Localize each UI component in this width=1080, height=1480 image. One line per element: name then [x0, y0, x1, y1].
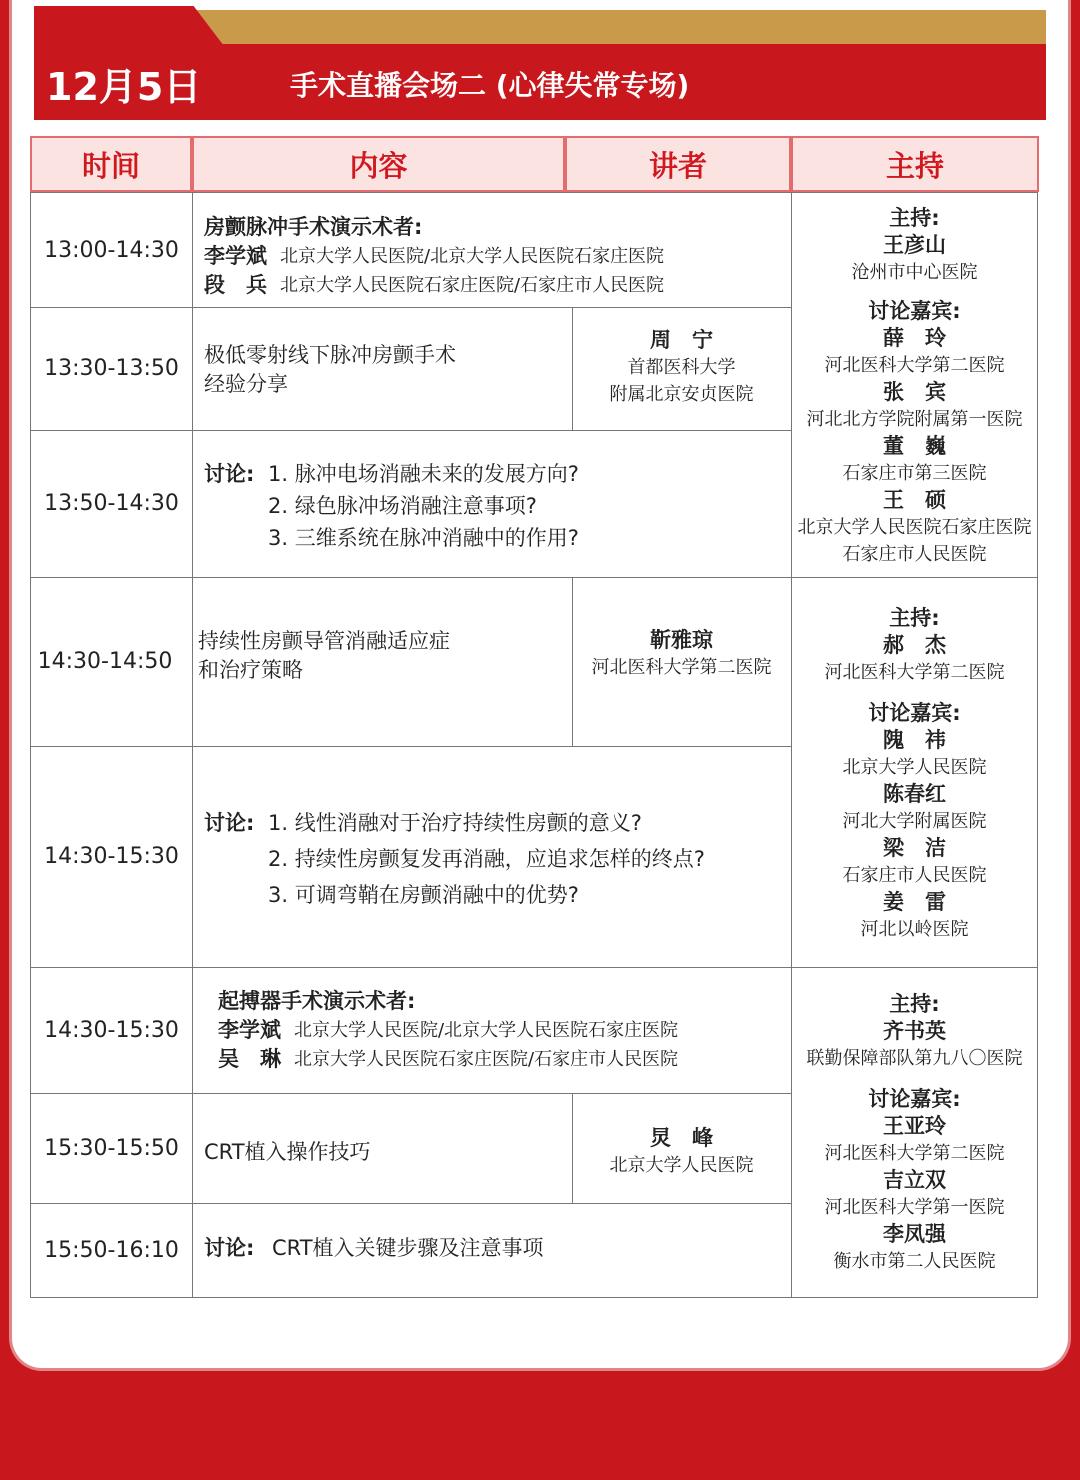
- content-line: 和治疗策略: [198, 658, 303, 682]
- discussion-point: 3. 三维系统在脉冲消融中的作用?: [268, 526, 579, 550]
- surgeon-name: 李学斌: [218, 1018, 281, 1042]
- discussion-point: 2. 持续性房颤复发再消融，应追求怎样的终点?: [268, 847, 705, 871]
- guest-org: 石家庄市人民医院: [842, 544, 987, 565]
- discussion-point: 3. 可调弯鞘在房颤消融中的优势?: [268, 883, 579, 907]
- surgeon-name: 李学斌: [204, 244, 267, 268]
- demo-label: 起搏器手术演示术者:: [218, 989, 416, 1013]
- guest-label: 讨论嘉宾:: [868, 299, 961, 323]
- guest-org: 河北医科大学第二医院: [824, 355, 1005, 376]
- discussion-label: 讨论:: [204, 811, 255, 835]
- speaker-org: 附属北京安贞医院: [609, 384, 754, 405]
- guest-name: 姜 雷: [883, 890, 946, 914]
- host-label: 主持:: [889, 992, 940, 1016]
- guest-name: 隗 祎: [883, 728, 946, 752]
- content-cell: [204, 341, 564, 399]
- content-line: 经验分享: [204, 372, 288, 396]
- host-org: 沧州市中心医院: [851, 262, 978, 283]
- discussion-cell: [204, 805, 784, 913]
- guest-org: 北京大学人民医院: [842, 757, 987, 778]
- guest-name: 王亚玲: [883, 1114, 946, 1138]
- speaker-name: 炅 峰: [650, 1126, 713, 1150]
- host-label: 主持:: [889, 606, 940, 630]
- guest-org: 河北医科大学第一医院: [824, 1197, 1005, 1218]
- column-header-time: 时间: [30, 136, 192, 192]
- surgeon-name: 吴 琳: [218, 1047, 281, 1071]
- host-block: [792, 205, 1037, 568]
- guest-name: 董 巍: [883, 434, 946, 458]
- guest-org: 河北大学附属医院: [842, 811, 987, 832]
- discussion-label: 讨论:: [204, 462, 255, 486]
- guest-org: 衡水市第二人民医院: [833, 1251, 996, 1272]
- content-cell: [198, 627, 568, 685]
- speaker-cell: [572, 1125, 791, 1179]
- host-name: 王彦山: [883, 233, 946, 257]
- speaker-org: 河北医科大学第二医院: [591, 657, 772, 678]
- guest-name: 吉立双: [883, 1168, 946, 1192]
- speaker-cell: [572, 327, 791, 408]
- speaker-org: 北京大学人民医院: [609, 1155, 754, 1176]
- content-cell: [218, 987, 788, 1074]
- guest-org: 北京大学人民医院石家庄医院: [797, 517, 1032, 538]
- guest-name: 张 宾: [883, 380, 946, 404]
- column-header-speaker: 讲者: [565, 136, 791, 192]
- time-cell: 15:50-16:10: [44, 1237, 179, 1263]
- discussion-cell: [204, 1234, 784, 1263]
- time-cell: 15:30-15:50: [44, 1135, 179, 1161]
- guest-org: 河北医科大学第二医院: [824, 1143, 1005, 1164]
- demo-label: 房颤脉冲手术演示术者:: [204, 215, 423, 239]
- guest-name: 薛 玲: [883, 326, 946, 350]
- discussion-point: 2. 绿色脉冲场消融注意事项?: [268, 494, 537, 518]
- speaker-cell: [572, 627, 791, 681]
- content-line: CRT植入操作技巧: [204, 1140, 371, 1164]
- surgeon-org: 北京大学人民医院石家庄医院/石家庄市人民医院: [294, 1049, 679, 1070]
- guest-name: 李凤强: [883, 1222, 946, 1246]
- host-block: [792, 991, 1037, 1275]
- guest-label: 讨论嘉宾:: [868, 1087, 961, 1111]
- host-org: 联勤保障部队第九八〇医院: [806, 1048, 1023, 1069]
- guest-name: 王 硕: [883, 488, 946, 512]
- speaker-name: 靳雅琼: [650, 628, 713, 652]
- content-line: 极低零射线下脉冲房颤手术: [204, 343, 456, 367]
- discussion-point: 1. 脉冲电场消融未来的发展方向?: [268, 462, 579, 486]
- time-cell: 14:30-15:30: [44, 844, 179, 869]
- schedule-table: [30, 192, 1038, 1298]
- content-cell: [204, 1138, 564, 1167]
- speaker-name: 周 宁: [650, 328, 713, 352]
- discussion-text: CRT植入关键步骤及注意事项: [272, 1236, 544, 1260]
- host-name: 郝 杰: [883, 633, 946, 657]
- content-cell: [204, 213, 784, 300]
- time-cell: 13:30-13:50: [44, 356, 179, 381]
- guest-org: 石家庄市第三医院: [842, 463, 987, 484]
- column-header-content: 内容: [192, 136, 565, 192]
- discussion-cell: [204, 458, 784, 554]
- guest-org: 河北以岭医院: [860, 919, 969, 940]
- surgeon-name: 段 兵: [204, 273, 267, 297]
- time-cell: 13:50-14:30: [44, 491, 179, 516]
- discussion-label: 讨论:: [204, 1236, 255, 1260]
- guest-name: 陈春红: [883, 782, 946, 806]
- host-name: 齐书英: [883, 1019, 946, 1043]
- session-date: 12月5日: [46, 65, 202, 109]
- content-line: 持续性房颤导管消融适应症: [198, 629, 450, 653]
- column-header-host: 主持: [791, 136, 1039, 192]
- host-label: 主持:: [889, 206, 940, 230]
- surgeon-org: 北京大学人民医院/北京大学人民医院石家庄医院: [280, 246, 665, 267]
- discussion-point: 1. 线性消融对于治疗持续性房颤的意义?: [268, 811, 642, 835]
- guest-label: 讨论嘉宾:: [868, 701, 961, 725]
- session-title: 手术直播会场二 (心律失常专场): [290, 69, 690, 102]
- host-block: [792, 605, 1037, 943]
- surgeon-org: 北京大学人民医院/北京大学人民医院石家庄医院: [294, 1020, 679, 1041]
- guest-org: 石家庄市人民医院: [842, 865, 987, 886]
- host-org: 河北医科大学第二医院: [824, 662, 1005, 683]
- guest-name: 梁 洁: [883, 836, 946, 860]
- time-cell: 14:30-14:50: [37, 649, 173, 674]
- surgeon-org: 北京大学人民医院石家庄医院/石家庄市人民医院: [280, 275, 665, 296]
- speaker-org: 首都医科大学: [627, 357, 736, 378]
- time-cell: 14:30-15:30: [44, 1017, 179, 1043]
- time-cell: 13:00-14:30: [44, 237, 179, 263]
- guest-org: 河北北方学院附属第一医院: [806, 409, 1023, 430]
